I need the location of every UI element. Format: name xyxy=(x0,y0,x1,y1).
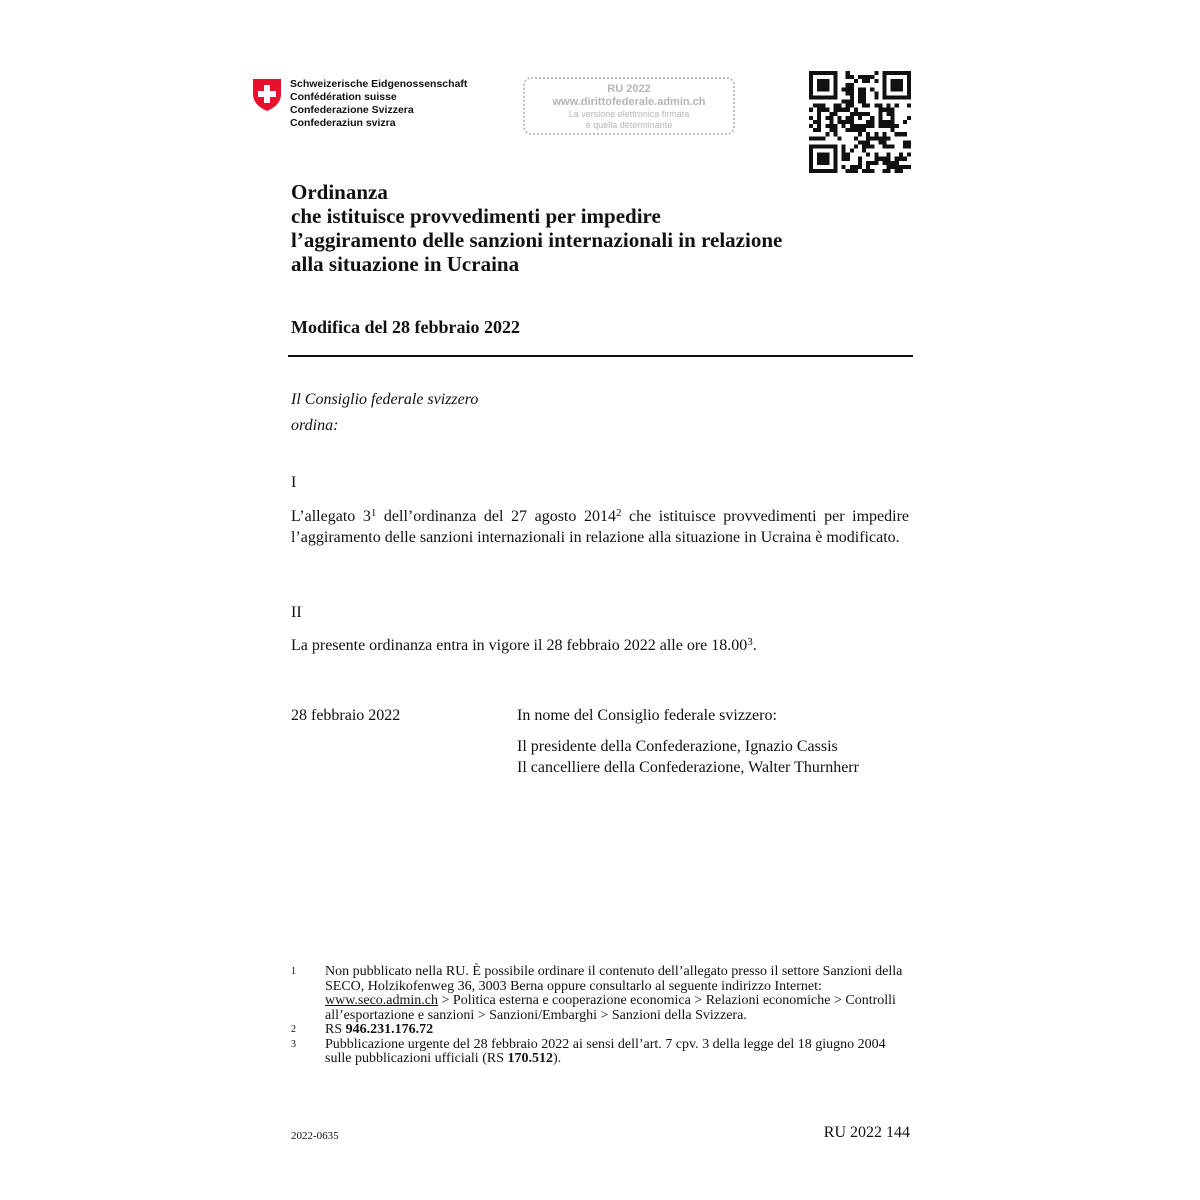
title-line-2: che istituisce provvedimenti per impedire xyxy=(291,204,661,228)
footnote-text xyxy=(325,1038,911,1067)
section-i-paragraph xyxy=(291,506,909,548)
footnote-ref-1: 1 xyxy=(370,507,377,519)
title-line-1: Ordinanza xyxy=(291,180,388,204)
federation-name-rm: Confederaziun svizra xyxy=(290,117,396,129)
signature-intro: In nome del Consiglio federale svizzero: xyxy=(517,707,777,724)
footnote-text xyxy=(325,965,911,1023)
title-line-4: alla situazione in Ucraina xyxy=(291,252,520,276)
federation-name-it: Confederazione Svizzera xyxy=(290,104,414,116)
section-i-text-c: che istituisce provvedimenti per impedire l’aggiramento delle sanzioni internazionali in relazione alla situazione in Ucraina è modificato. xyxy=(291,508,910,546)
signature-president: Il presidente della Confederazione, Ignazio Cassis xyxy=(517,738,838,755)
section-heading-ii: II xyxy=(291,604,302,621)
section-ii-paragraph xyxy=(291,635,757,656)
section-ii-end: . xyxy=(752,637,757,654)
footnote-ref-3: 3 xyxy=(747,636,753,648)
document-id: 2022-0635 xyxy=(291,1130,339,1142)
footnote-3-text-b: ). xyxy=(553,1051,562,1066)
stamp-line-4: è quella determinante xyxy=(585,120,673,130)
stamp-line-3: La versione elettronica firmata xyxy=(568,109,690,119)
section-i-text-a: L’allegato 3 xyxy=(291,508,371,525)
footnote-2-prefix: RS xyxy=(325,1022,346,1037)
footnote-3 xyxy=(291,1038,911,1067)
document-subtitle: Modifica del 28 febbraio 2022 xyxy=(291,317,520,337)
document-title xyxy=(291,180,782,276)
electronic-signature-stamp xyxy=(523,77,735,135)
footnotes xyxy=(291,965,911,1067)
stamp-line-1: RU 2022 xyxy=(607,83,651,95)
footnote-2 xyxy=(291,1023,911,1038)
title-divider xyxy=(288,355,913,357)
ru-number: RU 2022 144 xyxy=(823,1124,910,1141)
stamp-line-2: www.dirittofederale.admin.ch xyxy=(552,96,706,108)
section-ii-text: La presente ordinanza entra in vigore il 28 febbraio 2022 alle ore 18.00 xyxy=(291,637,748,654)
federation-names xyxy=(290,78,467,130)
signature-block xyxy=(517,705,859,778)
signature-chancellor: Il cancelliere della Confederazione, Walter Thurnherr xyxy=(517,759,859,776)
federation-name-de: Schweizerische Eidgenossenschaft xyxy=(290,78,468,90)
footnote-3-ref: 170.512 xyxy=(507,1051,553,1066)
footnote-number: 3 xyxy=(291,1038,296,1050)
footnote-ref-2: 2 xyxy=(615,507,622,519)
footnote-1 xyxy=(291,965,911,1023)
footnote-number: 1 xyxy=(291,966,296,977)
footnote-3-text-a: Pubblicazione urgente del 28 febbraio 2022 ai sensi dell’art. 7 cpv. 3 della legge del 18 giugno 2004 sulle pubblicazioni ufficiali (RS xyxy=(325,1036,886,1066)
preamble-line-1: Il Consiglio federale svizzero xyxy=(291,391,479,408)
footnote-1-text-a: Non pubblicato nella RU. È possibile ordinare il contenuto dell’allegato presso il settore Sanzioni della SECO, Holzikofenweg 36, 3003 Berna oppure consultarlo al seguente indirizzo Internet: xyxy=(325,964,903,994)
seco-link[interactable]: www.seco.admin.ch xyxy=(325,993,439,1008)
federation-name-fr: Confédération suisse xyxy=(290,91,397,103)
qr-code-icon xyxy=(809,71,911,173)
swiss-coat-of-arms-icon xyxy=(252,78,282,112)
footnote-1-text-b: > Politica esterna e cooperazione economica > Relazioni economiche > Controlli all’esportazione e sanzioni > Sanzioni/Embarghi > Sanzioni della Svizzera. xyxy=(325,993,896,1023)
preamble xyxy=(291,387,478,439)
section-i-text-b: dell’ordinanza del 27 agosto 2014 xyxy=(376,508,616,525)
footnote-number: 2 xyxy=(291,1024,296,1035)
footnote-2-ref: 946.231.176.72 xyxy=(345,1022,434,1037)
title-line-3: l’aggiramento delle sanzioni internazionali in relazione xyxy=(291,228,783,252)
footnote-text xyxy=(325,1023,911,1038)
section-heading-i: I xyxy=(291,474,297,491)
signature-date: 28 febbraio 2022 xyxy=(291,707,401,724)
preamble-line-2: ordina: xyxy=(291,417,339,434)
